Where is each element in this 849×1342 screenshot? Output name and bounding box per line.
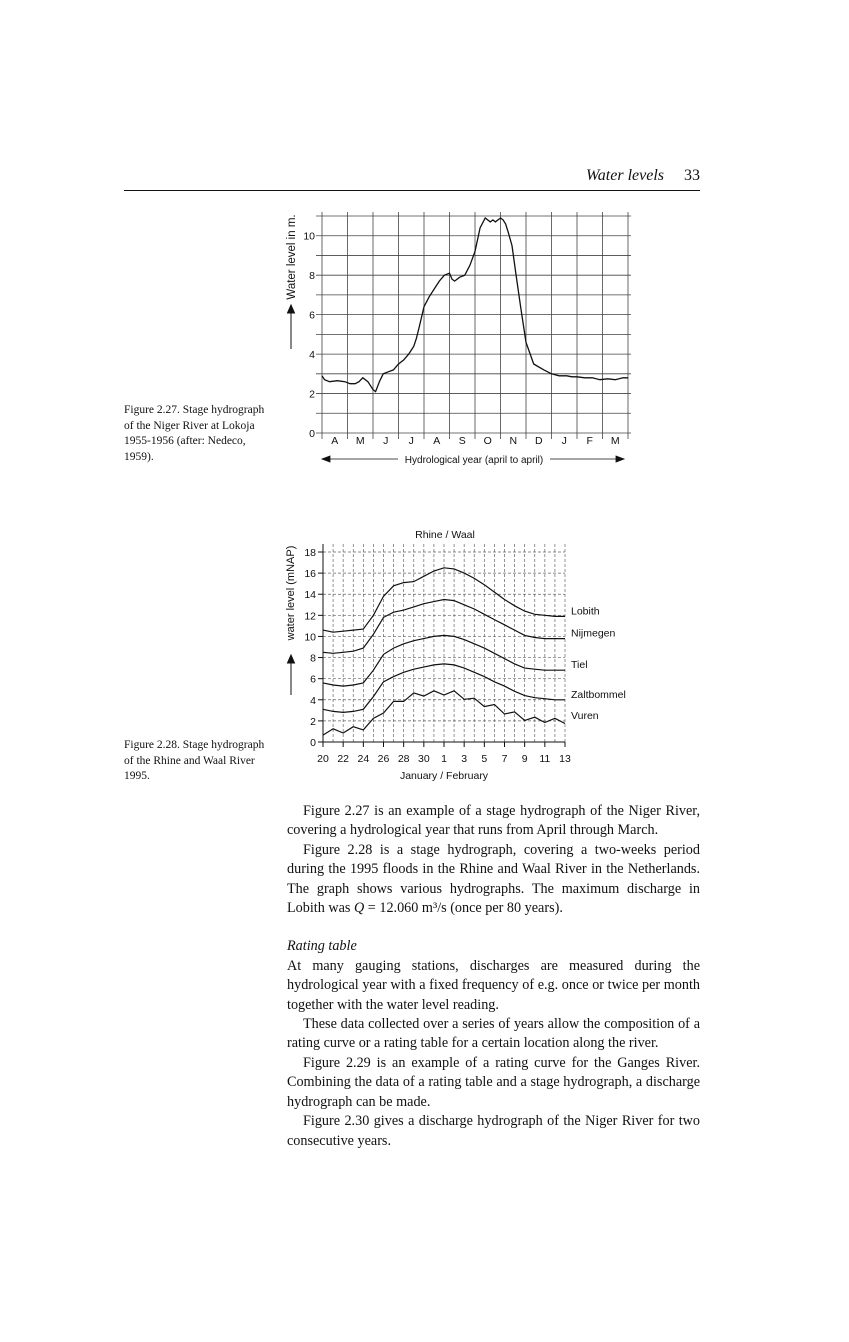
figure-2-28-caption: Figure 2.28. Stage hydrograph of the Rhine and Waal River 1995.: [124, 739, 265, 782]
rhine-waal-label-lobith: Lobith: [571, 605, 600, 618]
niger-x-arrow-left-icon: [322, 456, 398, 462]
rhine-waal-y-tick-label: 2: [310, 715, 316, 728]
niger-x-tick-label: S: [458, 435, 466, 447]
niger-chart: [286, 212, 631, 466]
paragraph-3: At many gauging stations, discharges are measured during the hydrological year with a fixed frequency of e.g. once or twice per month together with the water level reading.: [287, 957, 700, 1013]
rhine-waal-y-axis-label: water level (mNAP): [285, 545, 297, 641]
niger-y-tick-label: 10: [303, 230, 315, 243]
niger-y-arrow-icon: [288, 305, 295, 349]
rhine-waal-y-tick-label: 18: [304, 547, 316, 559]
rhine-waal-y-tick-label: 10: [304, 631, 316, 644]
rhine-waal-y-tick-label: 4: [310, 694, 316, 707]
rhine-waal-x-tick-label: 26: [377, 753, 390, 765]
rhine-waal-x-tick-label: 28: [397, 753, 410, 765]
paragraph-2: Figure 2.28 is a stage hydrograph, covering a two-weeks period during the 1995 floods in the Rhine and Waal River in the Netherlands. The graph shows various hydrographs. The maximum discharge in Lobith was Q = 12.060 m³/s (once per 80 years).: [287, 841, 700, 917]
rhine-waal-label-zaltbommel: Zaltbommel: [571, 688, 626, 701]
niger-x-tick-label: A: [331, 435, 339, 447]
rhine-waal-chart: [285, 529, 626, 782]
niger-x-tick-label: M: [355, 435, 365, 447]
niger-x-tick-label: J: [408, 435, 414, 447]
figure-2-27-caption: Figure 2.27. Stage hydrograph of the Niger River at Lokoja 1955-1956 (after: Nedeco, 1959).: [124, 404, 265, 463]
rhine-waal-x-tick-label: 11: [539, 753, 551, 765]
niger-y-ticks: [303, 231, 315, 440]
rhine-waal-x-tick-label: 9: [521, 753, 528, 765]
rhine-waal-x-tick-label: 13: [559, 753, 571, 765]
rhine-waal-y-ticks: [304, 547, 323, 749]
rhine-waal-y-tick-label: 6: [310, 673, 316, 686]
niger-x-arrow-right-icon: [550, 456, 624, 462]
niger-x-tick-label: A: [433, 435, 441, 447]
niger-y-tick-label: 8: [309, 270, 315, 283]
rhine-waal-y-tick-label: 12: [304, 610, 316, 623]
rhine-waal-y-tick-label: 0: [310, 737, 316, 749]
niger-y-axis-label: Water level in m.: [286, 214, 298, 300]
paragraph-6: Figure 2.30 gives a discharge hydrograph of the Niger River for two consecutive years.: [287, 1113, 700, 1149]
niger-grid: [316, 212, 631, 439]
niger-x-ticks: [331, 435, 619, 447]
rhine-waal-y-tick-label: 16: [304, 568, 316, 581]
paragraph-4: These data collected over a series of years allow the composition of a rating curve or a rating table for a certain location along the river.: [287, 1016, 700, 1052]
rhine-waal-title: Rhine / Waal: [415, 529, 475, 541]
niger-y-tick-label: 4: [309, 349, 315, 362]
niger-x-tick-label: N: [509, 435, 518, 447]
running-title: Water levels: [585, 167, 664, 184]
rhine-waal-x-tick-label: 30: [417, 753, 430, 765]
niger-x-tick-label: F: [586, 435, 593, 447]
rhine-waal-x-tick-label: 22: [337, 753, 350, 765]
rhine-waal-x-tick-label: 5: [481, 753, 488, 765]
rhine-waal-x-tick-label: 24: [357, 753, 370, 765]
paragraph-5: Figure 2.29 is an example of a rating curve for the Ganges River. Combining the data of a rating table and a stage hydrograph, a discharge hydrograph can be made.: [287, 1054, 700, 1110]
rhine-waal-x-tick-label: 1: [441, 753, 447, 765]
niger-y-tick-label: 6: [309, 309, 315, 322]
niger-x-tick-label: J: [561, 435, 567, 447]
niger-x-tick-label: M: [610, 435, 620, 447]
rhine-waal-x-tick-label: 7: [501, 753, 508, 765]
rhine-waal-label-nijmegen: Nijmegen: [571, 627, 616, 640]
page-number: 33: [684, 167, 700, 184]
niger-x-axis-label: Hydrological year (april to april): [404, 455, 544, 466]
niger-x-tick-label: D: [534, 435, 543, 447]
rhine-waal-series-labels: [571, 605, 626, 722]
paragraph-1: Figure 2.27 is an example of a stage hydrograph of the Niger River, covering a hydrological year that runs from April through March.: [287, 803, 700, 839]
rhine-waal-x-tick-label: 3: [461, 753, 468, 765]
niger-y-tick-label: 0: [309, 428, 315, 440]
niger-y-tick-label: 2: [309, 388, 315, 401]
rhine-waal-y-arrow-icon: [288, 655, 295, 695]
rhine-waal-label-vuren: Vuren: [571, 709, 599, 722]
body-text: [287, 802, 700, 1151]
rhine-waal-y-tick-label: 14: [304, 589, 316, 602]
rhine-waal-grid: [323, 544, 565, 742]
rhine-waal-label-tiel: Tiel: [571, 659, 588, 672]
niger-x-tick-label: O: [483, 435, 492, 447]
rhine-waal-x-axis-label: January / February: [399, 770, 489, 782]
section-heading: Rating table: [287, 938, 357, 955]
rhine-waal-y-tick-label: 8: [310, 652, 316, 665]
rhine-waal-x-ticks: [317, 742, 571, 765]
rhine-waal-series-vuren: [323, 691, 565, 735]
niger-x-tick-label: J: [383, 435, 389, 447]
rhine-waal-x-tick-label: 20: [317, 753, 329, 765]
